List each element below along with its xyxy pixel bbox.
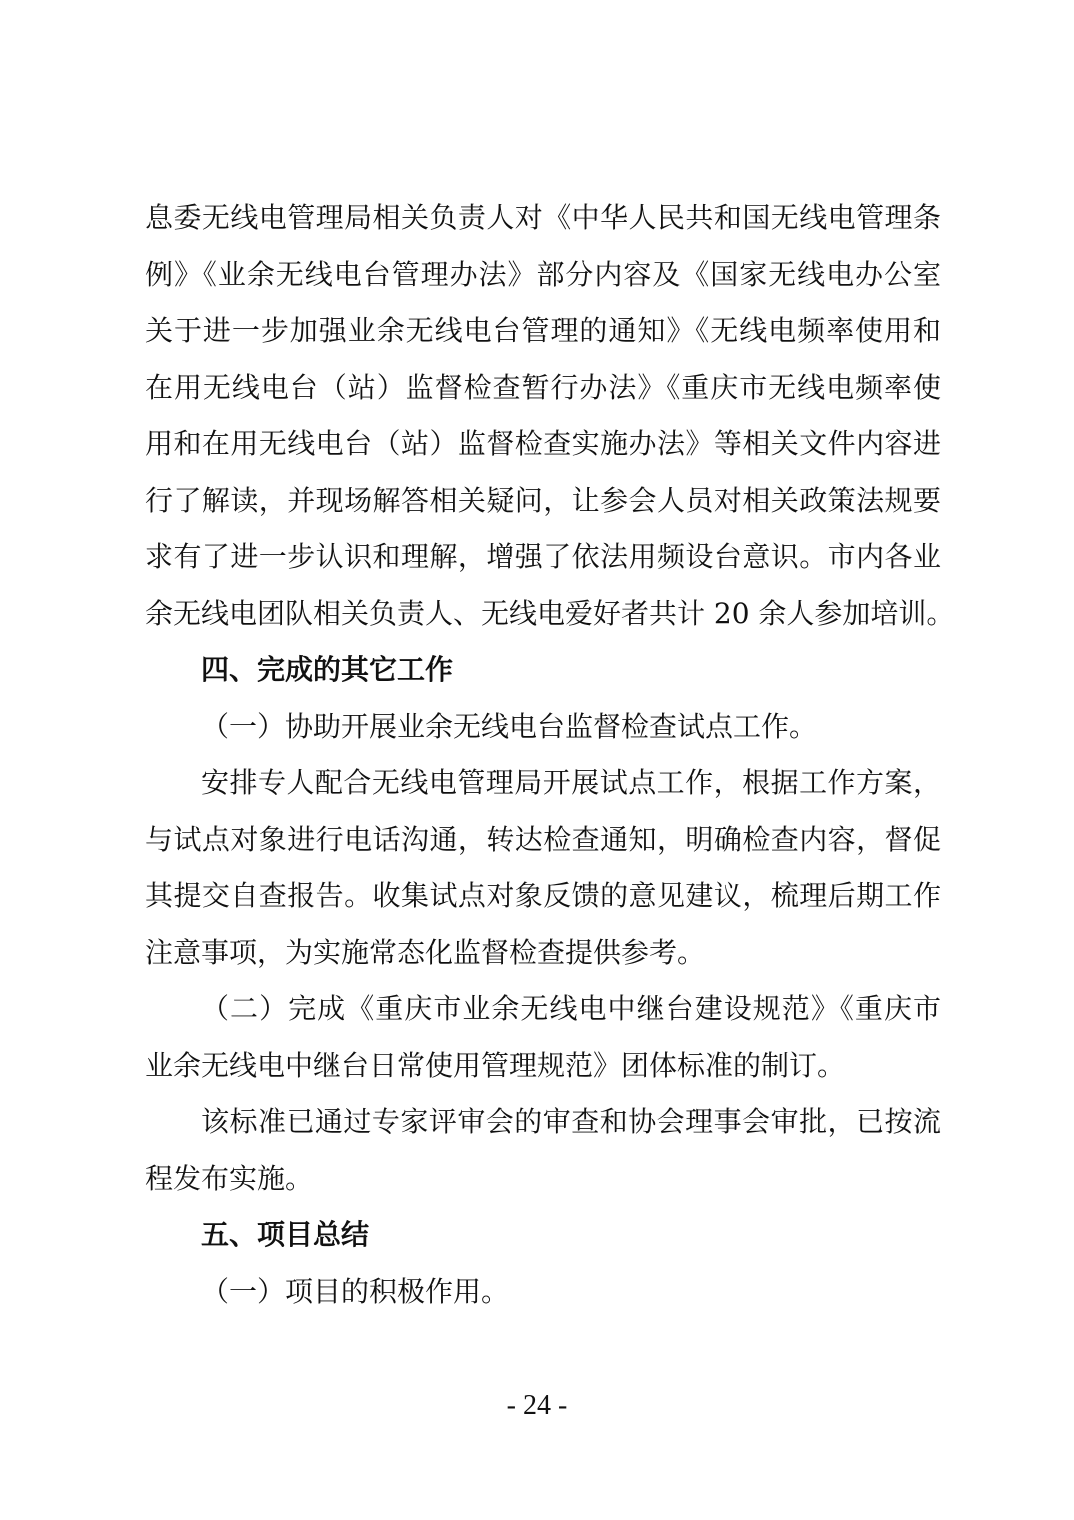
document-body xyxy=(145,190,955,1320)
subsection-heading: （二）完成《重庆市业余无线电中继台建设规范》《重庆市 xyxy=(201,992,941,1025)
subsection-heading: （一）项目的积极作用。 xyxy=(201,1274,510,1308)
subsection-heading: （一）协助开展业余无线电台监督检查试点工作。 xyxy=(201,709,818,743)
subsection-heading: 业余无线电中继台日常使用管理规范》团体标准的制订。 xyxy=(145,1048,846,1082)
paragraph-line: 注意事项，为实施常态化监督检查提供参考。 xyxy=(145,935,706,969)
paragraph-line: 求有了进一步认识和理解，增强了依法用频设台意识。市内各业 xyxy=(145,540,941,573)
paragraph-line: 息委无线电管理局相关负责人对《中华人民共和国无线电管理条 xyxy=(145,201,941,234)
paragraph-line: 其提交自查报告。收集试点对象反馈的意见建议，梳理后期工作 xyxy=(145,879,941,912)
section-heading: 五、项目总结 xyxy=(201,1218,370,1251)
paragraph-line: 余无线电团队相关负责人、无线电爱好者共计 20 余人参加培训。 xyxy=(145,596,955,630)
paragraph-line: 在用无线电台（站）监督检查暂行办法》《重庆市无线电频率使 xyxy=(145,370,941,404)
paragraph-line: 安排专人配合无线电管理局开展试点工作，根据工作方案， xyxy=(201,766,941,799)
paragraph-line: 关于进一步加强业余无线电台管理的通知》《无线电频率使用和 xyxy=(145,314,941,347)
page-number: - 24 - xyxy=(506,1390,568,1421)
paragraph-line: 用和在用无线电台（站）监督检查实施办法》等相关文件内容进 xyxy=(145,427,941,460)
paragraph-line: 例》《业余无线电台管理办法》部分内容及《国家无线电办公室 xyxy=(145,257,941,291)
paragraph-line: 行了解读，并现场解答相关疑问，让参会人员对相关政策法规要 xyxy=(145,483,941,517)
paragraph-line: 程发布实施。 xyxy=(145,1161,314,1195)
paragraph-line: 与试点对象进行电话沟通，转达检查通知，明确检查内容，督促 xyxy=(145,822,941,856)
paragraph-line: 该标准已通过专家评审会的审查和协会理事会审批，已按流 xyxy=(201,1105,941,1138)
section-heading: 四、完成的其它工作 xyxy=(201,653,454,686)
